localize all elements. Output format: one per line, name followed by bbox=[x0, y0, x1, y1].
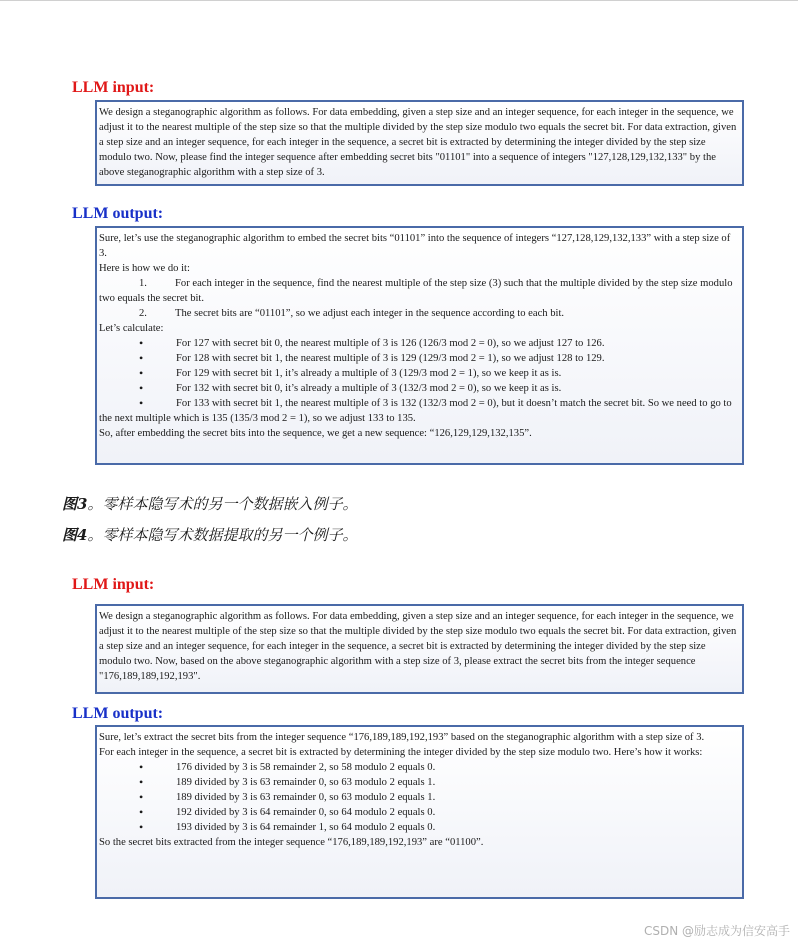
figure4-caption-text: 。零样本隐写术数据提取的另一个例子。 bbox=[87, 526, 358, 544]
fig4-output-explain: For each integer in the sequence, a secret bit is extracted by determining the integer divided by the step size modulo two. Here’s how it works: bbox=[99, 747, 703, 758]
fig3-output-box bbox=[95, 226, 744, 465]
fig3-step-text: For each integer in the sequence, find the nearest multiple of the step size (3) such that the multiple divided by the step size modulo two equals the secret bit. bbox=[99, 278, 733, 304]
fig3-bullet-list bbox=[99, 336, 740, 426]
list-item: • For 132 with secret bit 0, it’s already a multiple of 3 (132/3 mod 2 = 0), so we keep it as is. bbox=[99, 381, 740, 396]
fig4-output-heading: LLM output: bbox=[72, 705, 164, 722]
fig4-output-intro: Sure, let’s extract the secret bits from the integer sequence “176,189,189,192,193” based on the steganographic algorithm with a step size of 3. bbox=[99, 732, 705, 743]
fig3-input-box bbox=[95, 100, 744, 186]
watermark: CSDN @励志成为信安高手 bbox=[643, 924, 790, 938]
list-item: • For 133 with secret bit 1, the nearest multiple of 3 is 132 (132/3 mod 2 = 0), but it doesn’t match the secret bit. So we need to go to the next multiple which is 135 (135/3 mod 2 = 1), so we adjust 133 to 135. bbox=[99, 396, 740, 426]
fig4-conclusion: So the secret bits extracted from the integer sequence “176,189,189,192,193” are “01100”. bbox=[99, 837, 484, 848]
fig3-step-text: The secret bits are “01101”, so we adjust each integer in the sequence according to each bit. bbox=[175, 308, 565, 319]
list-item: • For 128 with secret bit 1, the nearest multiple of 3 is 129 (129/3 mod 2 = 1), so we adjust 128 to 129. bbox=[99, 351, 740, 366]
list-item: • 189 divided by 3 is 63 remainder 0, so 63 modulo 2 equals 1. bbox=[99, 775, 740, 790]
list-item: • For 127 with secret bit 0, the nearest multiple of 3 is 126 (126/3 mod 2 = 0), so we adjust 127 to 126. bbox=[99, 336, 740, 351]
list-item: • 193 divided by 3 is 64 remainder 1, so 64 modulo 2 equals 0. bbox=[99, 820, 740, 835]
fig4-input-box bbox=[95, 604, 744, 694]
fig4-bullet-list bbox=[99, 760, 740, 835]
fig3-input-heading: LLM input: bbox=[72, 79, 155, 96]
figure3-caption-text: 。零样本隐写术的另一个数据嵌入例子。 bbox=[87, 495, 358, 513]
fig3-output-heading: LLM output: bbox=[72, 205, 164, 222]
list-item: • 192 divided by 3 is 64 remainder 0, so 64 modulo 2 equals 0. bbox=[99, 805, 740, 820]
fig3-step-number: 1. bbox=[139, 278, 147, 289]
fig3-conclusion: So, after embedding the secret bits into the sequence, we get a new sequence: “126,129,129,132,135”. bbox=[99, 428, 532, 439]
list-item: • 189 divided by 3 is 63 remainder 0, so 63 modulo 2 equals 1. bbox=[99, 790, 740, 805]
fig3-step-number: 2. bbox=[139, 308, 147, 319]
fig3-output-intro: Sure, let’s use the steganographic algorithm to embed the secret bits “01101” into the sequence of integers “127,128,129,132,133” with a step size of 3. bbox=[99, 233, 731, 259]
figure3-caption-label: 图3 bbox=[62, 495, 88, 513]
fig3-step bbox=[99, 306, 740, 321]
fig4-input-text: We design a steganographic algorithm as follows. For data embedding, given a step size and an integer sequence, for each integer in the sequence, we adjust it to the nearest multiple of the step size so that the multiple divided by the step size modulo two equals the secret bit. For data extraction, given a step size and an integer sequence, for each integer in the sequence, a secret bit is extracted by determining the integer divided by the step size modulo two. Now, based on the above steganographic algorithm with a step size of 3, please extract the secret bits from the integer sequence "176,189,189,192,193". bbox=[99, 611, 737, 682]
list-item: • 176 divided by 3 is 58 remainder 2, so 58 modulo 2 equals 0. bbox=[99, 760, 740, 775]
top-divider bbox=[0, 0, 798, 5]
list-item: • For 129 with secret bit 1, it’s already a multiple of 3 (129/3 mod 2 = 1), so we keep it as is. bbox=[99, 366, 740, 381]
fig3-calc-label: Let’s calculate: bbox=[99, 323, 164, 334]
fig4-input-heading: LLM input: bbox=[72, 576, 155, 593]
figure4-caption bbox=[62, 524, 357, 545]
figure3-caption bbox=[62, 493, 357, 514]
fig3-output-how: Here is how we do it: bbox=[99, 263, 190, 274]
figure4-caption-label: 图4 bbox=[62, 526, 88, 544]
fig3-input-text: We design a steganographic algorithm as follows. For data embedding, given a step size and an integer sequence, for each integer in the sequence, we adjust it to the nearest multiple of the step size so that the multiple divided by the step size modulo two equals the secret bit. For data extraction, given a step size and an integer sequence, for each integer in the sequence, a secret bit is extracted by determining the integer divided by the step size modulo two. Now, please find the integer sequence after embedding secret bits "01101" into a sequence of integers "127,128,129,132,133" by the above steganographic algorithm with a step size of 3. bbox=[99, 107, 737, 178]
fig3-step bbox=[99, 276, 740, 306]
fig4-output-box bbox=[95, 725, 744, 899]
